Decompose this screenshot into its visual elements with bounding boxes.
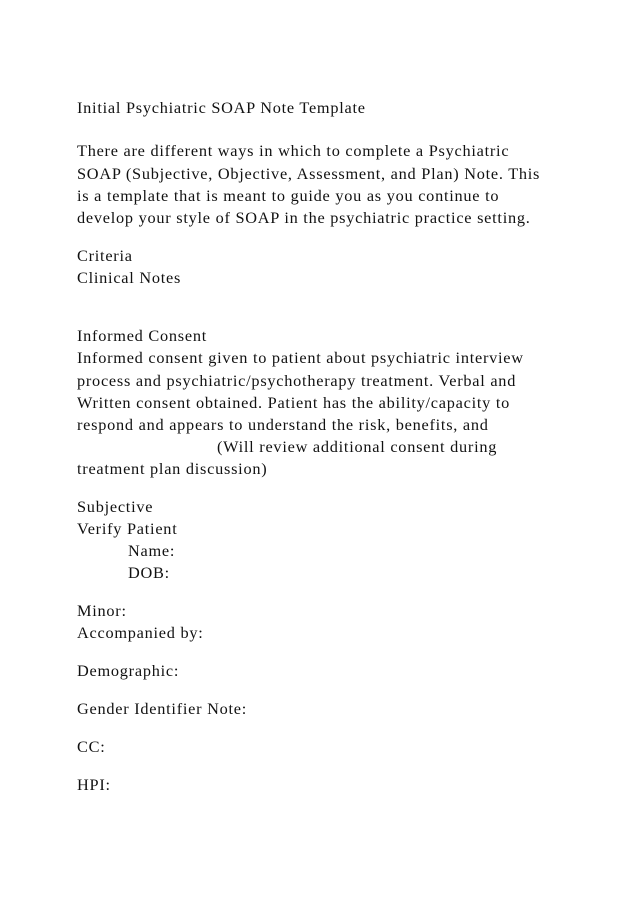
consent-line-3: Written consent obtained. Patient has the ability/capacity to xyxy=(77,393,511,412)
minor-label: Minor: xyxy=(77,601,127,620)
criteria-label: Criteria xyxy=(77,246,133,265)
intro-line-1: There are different ways in which to complete a Psychiatric xyxy=(77,141,510,160)
consent-line-5: (Will review additional consent during xyxy=(217,437,498,456)
consent-line-4: respond and appears to understand the risk, benefits, and xyxy=(77,415,489,434)
informed-consent-heading: Informed Consent xyxy=(77,326,208,345)
intro-line-3: is a template that is meant to guide you as you continue to xyxy=(77,186,500,205)
cc-label: CC: xyxy=(77,737,106,756)
intro-line-2: SOAP (Subjective, Objective, Assessment, and Plan) Note. This xyxy=(77,164,541,183)
name-label: Name: xyxy=(128,541,176,560)
demographic-label: Demographic: xyxy=(77,661,180,680)
document-title: Initial Psychiatric SOAP Note Template xyxy=(77,98,366,117)
intro-line-4: develop your style of SOAP in the psychiatric practice setting. xyxy=(77,208,531,227)
gender-identifier-note-label: Gender Identifier Note: xyxy=(77,699,248,718)
dob-label: DOB: xyxy=(128,563,170,582)
verify-patient-label: Verify Patient xyxy=(77,519,178,538)
hpi-label: HPI: xyxy=(77,775,111,794)
consent-line-6: treatment plan discussion) xyxy=(77,459,268,478)
subjective-heading: Subjective xyxy=(77,497,154,516)
clinical-notes-label: Clinical Notes xyxy=(77,268,182,287)
consent-line-1: Informed consent given to patient about psychiatric interview xyxy=(77,348,524,367)
accompanied-by-label: Accompanied by: xyxy=(77,623,204,642)
consent-line-2: process and psychiatric/psychotherapy treatment. Verbal and xyxy=(77,371,517,390)
